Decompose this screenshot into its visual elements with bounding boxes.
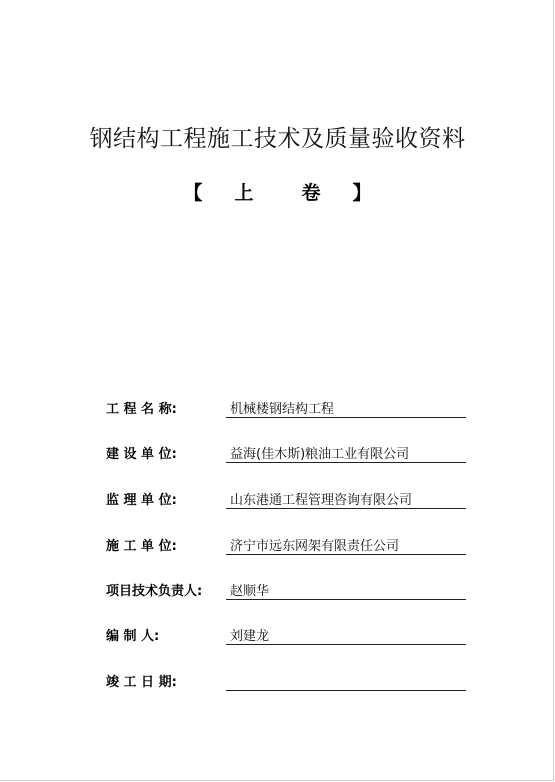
volume-open-bracket: 【	[183, 182, 203, 204]
field-value: 益海(佳木斯)粮油工业有限公司	[230, 447, 410, 462]
field-completion-date	[106, 671, 466, 691]
field-value: 刘建龙	[230, 629, 270, 644]
field-value: 山东港通工程管理咨询有限公司	[230, 493, 413, 508]
field-value-line	[226, 398, 466, 418]
field-label: 监 理 单 位:	[106, 493, 177, 508]
field-label: 施 工 单 位:	[106, 539, 177, 554]
field-value-line	[226, 580, 466, 600]
field-contractor-unit	[106, 535, 466, 555]
field-value: 赵顺华	[230, 584, 270, 599]
field-construction-unit	[106, 443, 466, 463]
field-technical-lead	[106, 580, 466, 600]
field-value: 济宁市远东网架有限责任公司	[230, 539, 400, 554]
field-value-line	[226, 489, 466, 509]
field-value-line	[226, 625, 466, 645]
field-value-line	[226, 535, 466, 555]
field-supervision-unit	[106, 489, 466, 509]
field-project-name	[106, 398, 466, 418]
field-label: 编 制 人:	[106, 629, 160, 644]
field-compiler	[106, 625, 466, 645]
field-value-line	[226, 443, 466, 463]
field-value: 机械楼钢结构工程	[230, 402, 335, 417]
field-label: 工 程 名 称:	[106, 402, 177, 417]
field-label: 建 设 单 位:	[106, 447, 177, 462]
volume-char-upper: 上	[234, 182, 254, 204]
volume-close-bracket: 】	[352, 182, 372, 204]
field-value-line	[226, 671, 466, 691]
volume-char-volume: 卷	[301, 182, 321, 204]
document-title: 钢结构工程施工技术及质量验收资料	[89, 126, 466, 152]
field-label: 项目技术负责人:	[106, 584, 203, 599]
volume-marker	[0, 178, 555, 205]
field-label: 竣 工 日 期:	[106, 675, 177, 690]
